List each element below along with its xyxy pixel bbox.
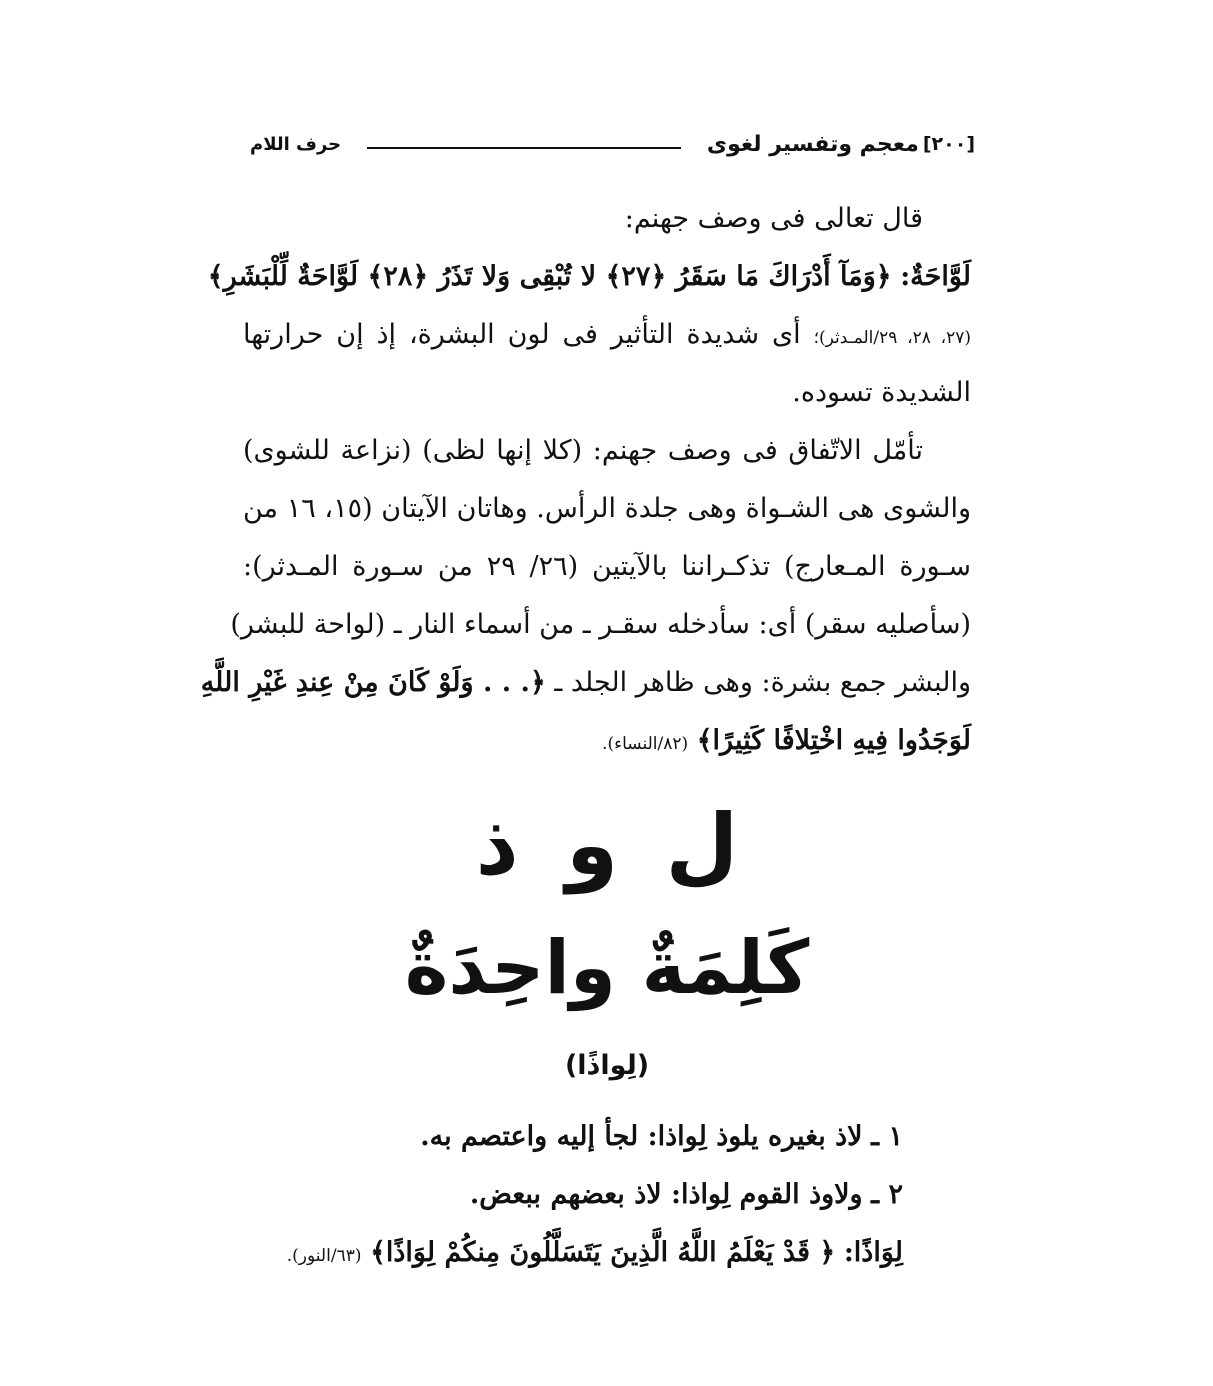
book-title: معجم وتفسير لغوى [706, 131, 919, 157]
text-span: الشديدة تسوده. [792, 377, 971, 408]
text-line [243, 364, 971, 422]
entry-word: لَوَّاحَةٌ: [900, 261, 971, 292]
quran-verse: ﴿. . . وَلَوْ كَانَ مِنْ عِندِ غَيْرِ اللَّهِ [200, 667, 546, 698]
text-span: سـورة المـعارج) تذكـراننا بالآيتين (٢٦/ ٢٩ من سـورة المـدثر): [243, 551, 971, 582]
text-line [200, 654, 971, 712]
verse-reference: (٦٣/النور). [286, 1246, 362, 1266]
text-span: أى شديدة التأثير فى لون البشرة، إذ إن حرارتها [243, 319, 801, 350]
text-line [243, 422, 971, 480]
entry-word: لِوَاذًا: [843, 1237, 903, 1268]
root-letters: ل و ذ [475, 796, 739, 894]
text-line [207, 248, 971, 306]
header-rule [367, 147, 681, 149]
entries-list [243, 1108, 903, 1282]
verse-reference: (٨٢/النساء). [602, 734, 689, 754]
list-item [243, 1108, 903, 1166]
verse-reference: (٢٧، ٢٨، ٢٩/المـدثر)؛ [813, 328, 971, 348]
text-span: (سأصليه سقر) أى: سأدخله سقـر ـ من أسماء النار ـ (لواحة للبشر) [230, 609, 971, 640]
root-heading-block [243, 790, 971, 1086]
text-line [243, 480, 971, 538]
text-line [243, 538, 971, 596]
page-number: [٢٠٠] [922, 133, 975, 155]
quran-verse: لَوَجَدُوا فِيهِ اخْتِلافًا كَثِيرًا﴾ [696, 725, 971, 756]
section-name: حرف اللام [250, 133, 342, 155]
text-line [243, 306, 971, 364]
list-item [243, 1166, 903, 1224]
text-line [243, 712, 971, 770]
entry-number: ٢ ـ [871, 1179, 903, 1210]
word-count-heading: كَلِمَةٌ واحِدَةٌ [404, 925, 810, 1011]
root-word: (لِواذًا) [564, 1050, 650, 1081]
text-span: تأمّل الاتّفاق فى وصف جهنم: (كلا إنها لظى) (نزاعة للشوى) [243, 435, 923, 466]
text-span: والبشر جمع بشرة: وهى ظاهر الجلد ـ [554, 667, 971, 698]
entry-number: ١ ـ [871, 1121, 903, 1152]
text-span: والشوى هى الشـواة وهى جلدة الرأس. وهاتان الآيتان (١٥، ١٦ من [243, 493, 971, 524]
list-item [243, 1224, 903, 1282]
intro-text: قال تعالى فى وصف جهنم: [624, 203, 923, 234]
quran-verse: ﴿وَمَآ أَدْرَاكَ مَا سَقَرُ ﴿٢٧﴾ لا تُبْقِى وَلا تَذَرُ ﴿٢٨﴾ لَوَّاحَةٌ لِّلْبَشَرِ﴾ [207, 261, 892, 292]
quran-verse: ﴿ قَدْ يَعْلَمُ اللَّهُ الَّذِينَ يَتَسَلَّلُونَ مِنكُمْ لِوَاذًا﴾ [370, 1237, 836, 1268]
running-header [250, 126, 975, 162]
entry-text: لاذ بغيره يلوذ لِواذا: لجأ إليه واعتصم به. [420, 1121, 863, 1152]
text-line [243, 190, 971, 248]
body-text [200, 190, 971, 770]
text-line [230, 596, 971, 654]
entry-text: ولاوذ القوم لِواذا: لاذ بعضهم ببعض. [469, 1179, 863, 1210]
